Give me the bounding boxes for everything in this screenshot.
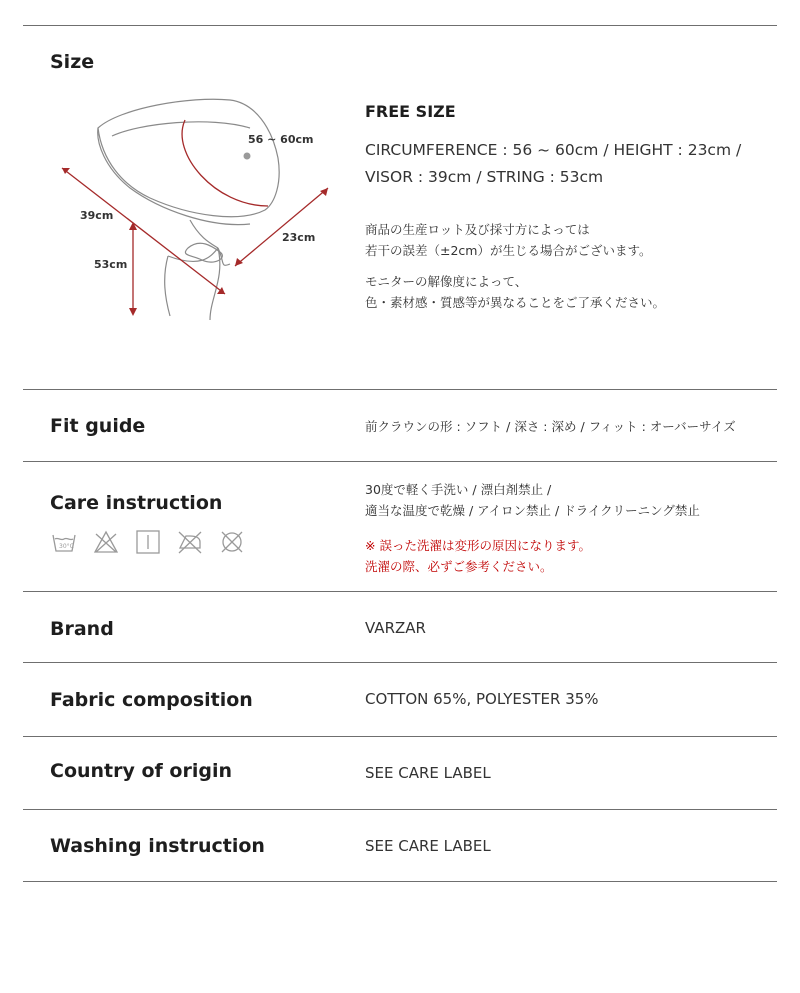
fabric-value: COTTON 65%, POLYESTER 35%	[365, 690, 599, 708]
top-divider	[23, 25, 777, 26]
height-arrow	[235, 188, 328, 266]
visor-arrow	[62, 168, 225, 294]
string-arrow-head-start	[129, 222, 137, 230]
bonnet-strap	[165, 220, 230, 320]
measurement-note	[365, 219, 651, 261]
divider-fabric-origin	[23, 736, 777, 737]
size-spec-line: VISOR : 39cm / STRING : 53cm	[365, 168, 604, 186]
care-line: 適当な温度で乾燥 / アイロン禁止 / ドライクリーニング禁止	[365, 503, 700, 518]
height-arrow-head-start	[320, 188, 328, 196]
hand-wash-30-icon	[50, 528, 78, 556]
divider-origin-washing	[23, 809, 777, 810]
no-dry-clean-icon	[218, 528, 246, 556]
note-line: 若干の誤差（±2cm）が生じる場合がございます。	[365, 243, 652, 258]
note-line: モニターの解像度によって、	[365, 274, 528, 289]
size-spec	[365, 137, 775, 191]
divider-brand-fabric	[23, 662, 777, 663]
line-dry-icon	[134, 528, 162, 556]
size-spec-line: CIRCUMFERENCE : 56 ~ 60cm / HEIGHT : 23cm /	[365, 141, 742, 159]
circumference-marker	[244, 153, 251, 160]
monitor-note	[365, 271, 665, 313]
no-bleach-icon	[92, 528, 120, 556]
circumference-label: 56 ~ 60cm	[248, 133, 314, 146]
visor-label: 39cm	[80, 209, 114, 222]
bonnet-size-diagram	[50, 88, 350, 328]
string-arrow-head-end	[129, 308, 137, 316]
origin-value: SEE CARE LABEL	[365, 764, 491, 782]
washing-heading: Washing instruction	[50, 835, 265, 857]
brand-value: VARZAR	[365, 619, 426, 637]
care-line: 30度で軽く手洗い / 漂白剤禁止 /	[365, 482, 552, 497]
divider-fit-care	[23, 461, 777, 462]
divider-care-brand	[23, 591, 777, 592]
height-arrow-head-end	[235, 258, 243, 266]
origin-heading: Country of origin	[50, 760, 233, 782]
divider-size-fit	[23, 389, 777, 390]
care-icons	[50, 528, 246, 556]
fit-guide-value: 前クラウンの形 : ソフト / 深さ : 深め / フィット : オーバーサイズ	[365, 419, 736, 434]
brand-heading: Brand	[50, 618, 114, 640]
washing-value: SEE CARE LABEL	[365, 837, 491, 855]
care-instruction-text	[365, 479, 700, 521]
note-line: 商品の生産ロット及び採寸方によっては	[365, 222, 590, 237]
fabric-heading: Fabric composition	[50, 689, 253, 711]
string-label: 53cm	[94, 258, 128, 271]
warning-line: ※ 誤った洗濯は変形の原因になります。	[365, 538, 591, 553]
bottom-divider	[23, 881, 777, 882]
bonnet-inner-brim	[112, 122, 250, 136]
free-size-title: FREE SIZE	[365, 102, 456, 121]
care-warning	[365, 535, 591, 577]
warning-line: 洗濯の際、必ずご参考ください。	[365, 559, 553, 574]
wash-temperature: 30°C	[59, 543, 74, 550]
care-instruction-heading: Care instruction	[50, 492, 223, 514]
height-label: 23cm	[282, 231, 316, 244]
fit-guide-heading: Fit guide	[50, 415, 146, 437]
note-line: 色・素材感・質感等が異なることをご了承ください。	[365, 295, 666, 310]
no-iron-icon	[176, 528, 204, 556]
size-heading: Size	[50, 51, 95, 73]
